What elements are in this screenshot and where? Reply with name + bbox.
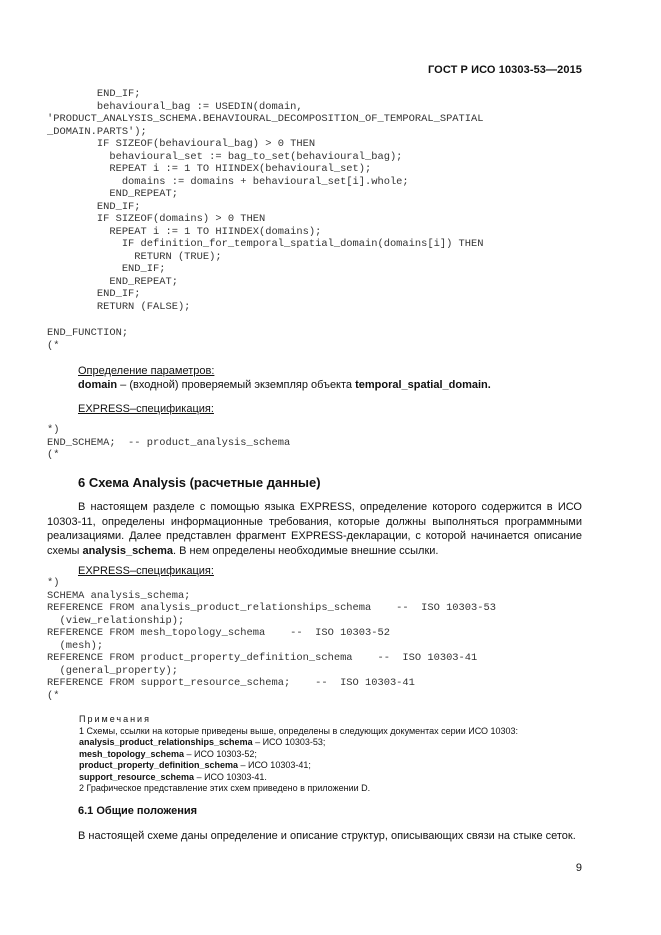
code-line: END_REPEAT;	[47, 275, 178, 288]
code-line: (*	[47, 339, 60, 352]
code-line: domains := domains + behavioural_set[i].whole;	[47, 175, 409, 188]
code-line: behavioural_set := bag_to_set(behavioural_bag);	[47, 150, 403, 163]
section-6-title: 6 Схема Analysis (расчетные данные)	[78, 475, 321, 490]
code-line: REFERENCE FROM mesh_topology_schema -- ISO 10303-52	[47, 627, 390, 639]
param-definition-title: Определение параметров:	[78, 365, 215, 377]
notes-title: Примечания	[79, 714, 151, 724]
code-line: END_IF;	[47, 88, 141, 100]
code-block-function-body	[47, 88, 483, 313]
code-line: REPEAT i := 1 TO HIINDEX(behavioural_set);	[47, 163, 372, 175]
code-line: (*	[47, 449, 60, 461]
note-ref-4: support_resource_schema – ИСО 10303-41.	[79, 771, 267, 782]
express-spec-label-2: EXPRESS–спецификация:	[78, 565, 214, 577]
note-1: 1 Схемы, ссылки на которые приведены выше, определены в следующих документах серии ИСО 10303:	[79, 725, 519, 736]
express-spec-label-1: EXPRESS–спецификация:	[78, 403, 214, 415]
code-line: behavioural_bag := USEDIN(domain,	[47, 100, 303, 113]
param-entity: temporal_spatial_domain.	[355, 379, 491, 391]
code-line: END_SCHEMA; -- product_analysis_schema	[47, 436, 291, 449]
code-line: (general_property);	[47, 664, 178, 677]
code-line: IF definition_for_temporal_spatial_domain(domains[i]) THEN	[47, 238, 484, 250]
document-header: ГОСТ Р ИСО 10303-53—2015	[427, 64, 582, 76]
code-block-end-function	[47, 327, 128, 352]
code-line: END_IF;	[47, 288, 141, 300]
note-ref-3: product_property_definition_schema – ИСО 10303-41;	[79, 760, 311, 770]
section-6-1-title: 6.1 Общие положения	[78, 805, 198, 817]
note-ref-2: mesh_topology_schema – ИСО 10303-52;	[79, 748, 257, 759]
code-line: *)	[47, 424, 60, 436]
code-line: REFERENCE FROM product_property_definition_schema -- ISO 10303-41	[47, 652, 478, 664]
page-number: 9	[575, 862, 582, 874]
code-line: _DOMAIN.PARTS');	[47, 125, 147, 138]
code-line: REFERENCE FROM support_resource_schema; -- ISO 10303-41	[47, 677, 415, 689]
code-line: END_FUNCTION;	[47, 327, 129, 339]
code-line: (mesh);	[47, 639, 104, 652]
code-line: (*	[47, 689, 60, 702]
param-domain-definition	[47, 378, 613, 393]
code-line: END_IF;	[47, 263, 166, 275]
notes-block	[79, 714, 579, 795]
param-name: domain	[78, 379, 118, 391]
code-line: IF SIZEOF(behavioural_bag) > 0 THEN	[47, 138, 316, 150]
code-line: REFERENCE FROM analysis_product_relationships_schema -- ISO 10303-53	[47, 602, 496, 614]
code-line: REPEAT i := 1 TO HIINDEX(domains);	[47, 225, 322, 238]
code-line: IF SIZEOF(domains) > 0 THEN	[47, 213, 266, 225]
code-line: (view_relationship);	[47, 614, 185, 627]
code-line: *)	[47, 577, 60, 589]
code-line: SCHEMA analysis_schema;	[47, 589, 191, 602]
code-line: RETURN (FALSE);	[47, 300, 191, 313]
code-line: END_REPEAT;	[47, 188, 178, 200]
note-ref-1: analysis_product_relationships_schema – ИСО 10303-53;	[79, 737, 326, 747]
schema-name: analysis_schema	[82, 544, 174, 557]
code-line: 'PRODUCT_ANALYSIS_SCHEMA.BEHAVIOURAL_DECOMPOSITION_OF_TEMPORAL_SPATIAL	[47, 113, 484, 125]
code-block-schema	[47, 577, 496, 702]
section-6-paragraph: В настоящем разделе с помощью языка EXPRESS, определение которого содержится в ИСО 10303-11, определены информационные требования, которые должны выполняться программными реализациями. Далее представлен фрагмент EXPRESS-декларации, с которой начинается описание схемы analysis_schema. В нем определены необходимые внешние ссылки.	[47, 501, 582, 557]
code-line: END_IF;	[47, 200, 141, 213]
section-6-1-paragraph: В настоящей схеме даны определение и описание структур, описывающих связи на стыке сеток.	[78, 830, 576, 842]
code-line: RETURN (TRUE);	[47, 250, 222, 263]
note-2: 2 Графическое представление этих схем приведено в приложении D.	[79, 783, 371, 793]
code-block-end-schema	[47, 424, 290, 462]
param-description: – (входной) проверяемый экземпляр объекта	[117, 379, 356, 391]
